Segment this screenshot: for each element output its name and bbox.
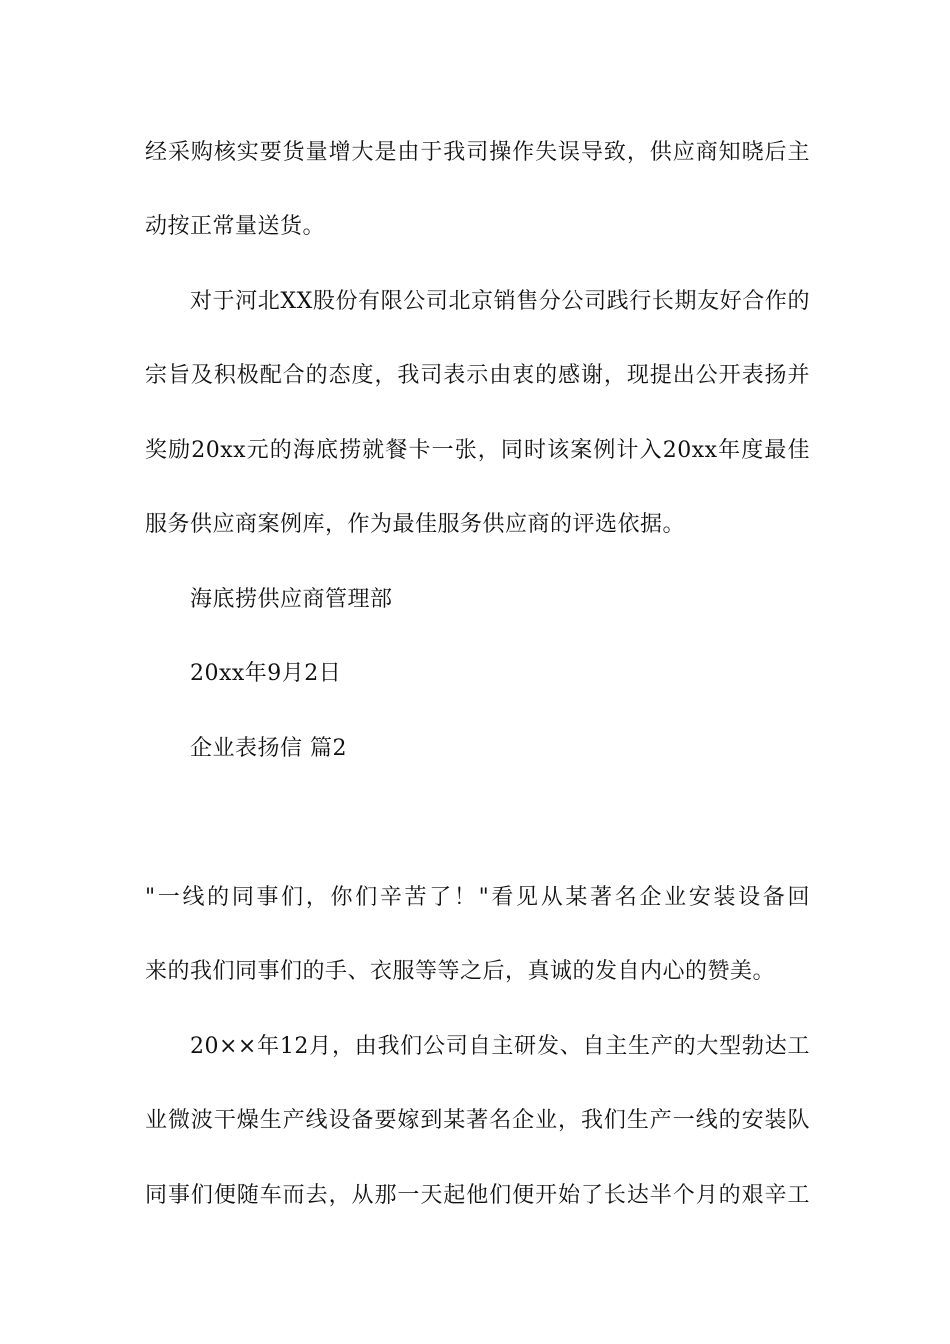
body-text-line: 经采购核实要货量增大是由于我司操作失误导致，供应商知晓后主 [145, 140, 810, 165]
body-text-line: 来的我们同事们的手、衣服等等之后，真诚的发自内心的赞美。 [145, 959, 776, 984]
signature-date: 20xx年9月2日 [190, 661, 342, 686]
body-text-line: 动按正常量送货。 [145, 214, 326, 239]
body-text-line: 同事们便随车而去，从那一天起他们便开始了长达半个月的艰辛工 [145, 1183, 810, 1208]
body-text-line: "一线的同事们，你们辛苦了！"看见从某著名企业安装设备回 [145, 885, 810, 910]
section-heading: 企业表扬信 篇2 [190, 736, 347, 761]
body-text-line: 业微波干燥生产线设备要嫁到某著名企业，我们生产一线的安装队 [145, 1108, 810, 1133]
body-text-line: 对于河北XX股份有限公司北京销售分公司践行长期友好合作的 [190, 289, 810, 314]
body-text-line: 宗旨及积极配合的态度，我司表示由衷的感谢，现提出公开表扬并 [145, 363, 810, 388]
signature-department: 海底捞供应商管理部 [190, 587, 393, 612]
body-text-line: 20××年12月，由我们公司自主研发、自主生产的大型勃达工 [190, 1034, 810, 1059]
body-text-line: 服务供应商案例库，作为最佳服务供应商的评选依据。 [145, 512, 686, 537]
body-text-line: 奖励20xx元的海底捞就餐卡一张，同时该案例计入20xx年度最佳 [145, 438, 810, 463]
